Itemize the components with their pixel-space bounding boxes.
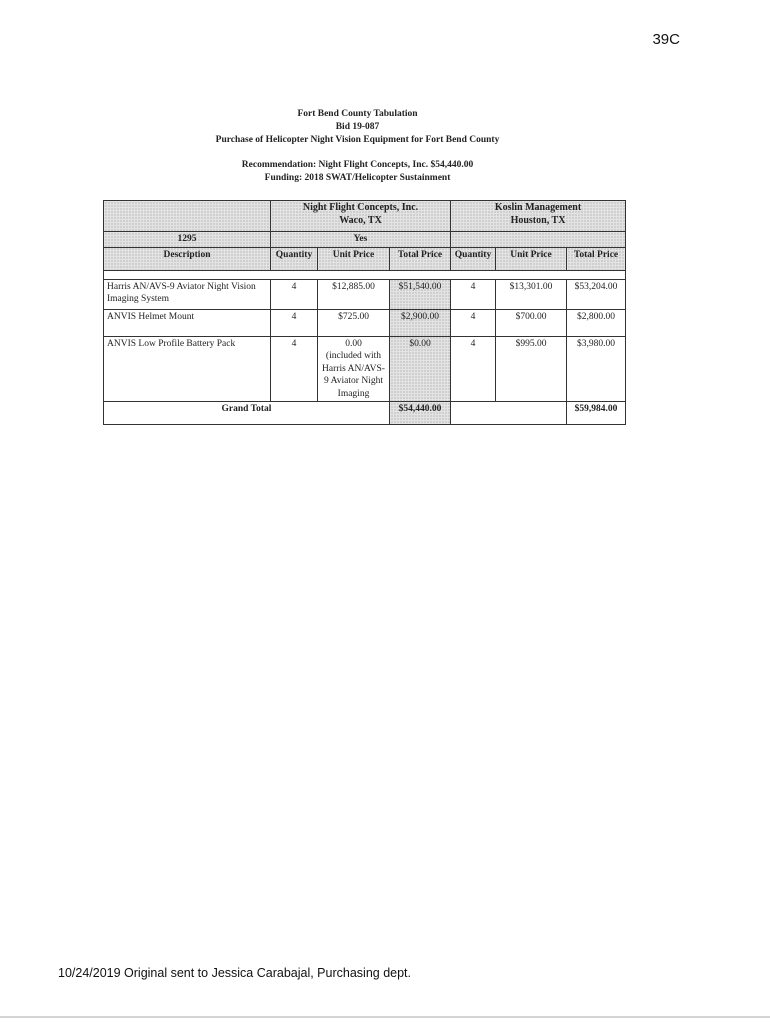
table-row xyxy=(104,279,626,309)
document-heading xyxy=(0,108,715,147)
v1-total-price: $2,900.00 xyxy=(390,309,451,336)
form-1295-row xyxy=(104,232,626,248)
bid-number: Bid 19-087 xyxy=(335,122,380,132)
v1-unit-price-note xyxy=(318,336,390,402)
description-header: Description xyxy=(104,247,271,270)
item-description: Harris AN/AVS-9 Aviator Night Vision Imaging System xyxy=(104,279,271,309)
document-title: Fort Bend County Tabulation xyxy=(297,109,418,119)
funding-line: Funding: 2018 SWAT/Helicopter Sustainment xyxy=(264,173,451,183)
recommendation-block xyxy=(0,159,715,185)
v1-unit-price: $12,885.00 xyxy=(318,279,390,309)
v2-unit-price: $700.00 xyxy=(496,309,567,336)
page-number: 39C xyxy=(652,31,680,48)
v2-quantity: 4 xyxy=(451,309,496,336)
v2-unit-price: $13,301.00 xyxy=(496,279,567,309)
item-description: ANVIS Helmet Mount xyxy=(104,309,271,336)
form-code-cell: 1295 xyxy=(104,232,271,248)
v1-grand-total: $54,440.00 xyxy=(390,402,451,425)
note-line: 0.00 xyxy=(345,338,362,349)
grand-total-blank xyxy=(451,402,567,425)
v2-total-price: $3,980.00 xyxy=(567,336,626,402)
vendor-2-form-status xyxy=(451,232,626,248)
v2-total-price-header: Total Price xyxy=(567,247,626,270)
v1-quantity: 4 xyxy=(271,309,318,336)
purchase-purpose: Purchase of Helicopter Night Vision Equipment for Fort Bend County xyxy=(215,135,500,145)
v2-quantity: 4 xyxy=(451,279,496,309)
vendor-header-row xyxy=(104,201,626,232)
recommendation-line: Recommendation: Night Flight Concepts, Inc. $54,440.00 xyxy=(241,160,474,170)
v2-quantity: 4 xyxy=(451,336,496,402)
v2-total-price: $2,800.00 xyxy=(567,309,626,336)
v2-unit-price-header: Unit Price xyxy=(496,247,567,270)
table-row xyxy=(104,336,626,402)
note-line: Harris AN/AVS- xyxy=(322,363,385,374)
grand-total-row xyxy=(104,402,626,425)
vendor-2-location: Houston, TX xyxy=(510,214,566,226)
v1-unit-price: $725.00 xyxy=(318,309,390,336)
vendor-2-name: Koslin Management xyxy=(494,202,582,213)
v1-unit-price-header: Unit Price xyxy=(318,247,390,270)
v2-grand-total: $59,984.00 xyxy=(567,402,626,425)
v1-total-price: $0.00 xyxy=(390,336,451,402)
v1-quantity-header: Quantity xyxy=(271,247,318,270)
item-description: ANVIS Low Profile Battery Pack xyxy=(104,336,271,402)
scan-bottom-edge xyxy=(0,1016,770,1018)
vendor-1-form-status: Yes xyxy=(271,232,451,248)
v2-total-price: $53,204.00 xyxy=(567,279,626,309)
blank-header-cell xyxy=(104,201,271,232)
vendor-1-header xyxy=(271,201,451,232)
note-line: Imaging xyxy=(337,388,370,399)
note-line: (included with xyxy=(325,351,382,361)
v2-quantity-header: Quantity xyxy=(451,247,496,270)
note-line: 9 Aviator Night xyxy=(324,376,383,386)
spacer-cell xyxy=(104,270,626,279)
vendor-1-location: Waco, TX xyxy=(339,214,382,226)
column-header-row xyxy=(104,247,626,270)
v1-total-price: $51,540.00 xyxy=(390,279,451,309)
vendor-1-name: Night Flight Concepts, Inc. xyxy=(302,202,419,213)
vendor-2-header xyxy=(451,201,626,232)
v1-quantity: 4 xyxy=(271,336,318,402)
table-row xyxy=(104,309,626,336)
spacer-row xyxy=(104,270,626,279)
v1-total-price-header: Total Price xyxy=(390,247,451,270)
v2-unit-price: $995.00 xyxy=(496,336,567,402)
v1-quantity: 4 xyxy=(271,279,318,309)
grand-total-label: Grand Total xyxy=(104,402,390,425)
footer-note: 10/24/2019 Original sent to Jessica Carabajal, Purchasing dept. xyxy=(58,966,411,980)
tabulation-table xyxy=(103,200,626,425)
